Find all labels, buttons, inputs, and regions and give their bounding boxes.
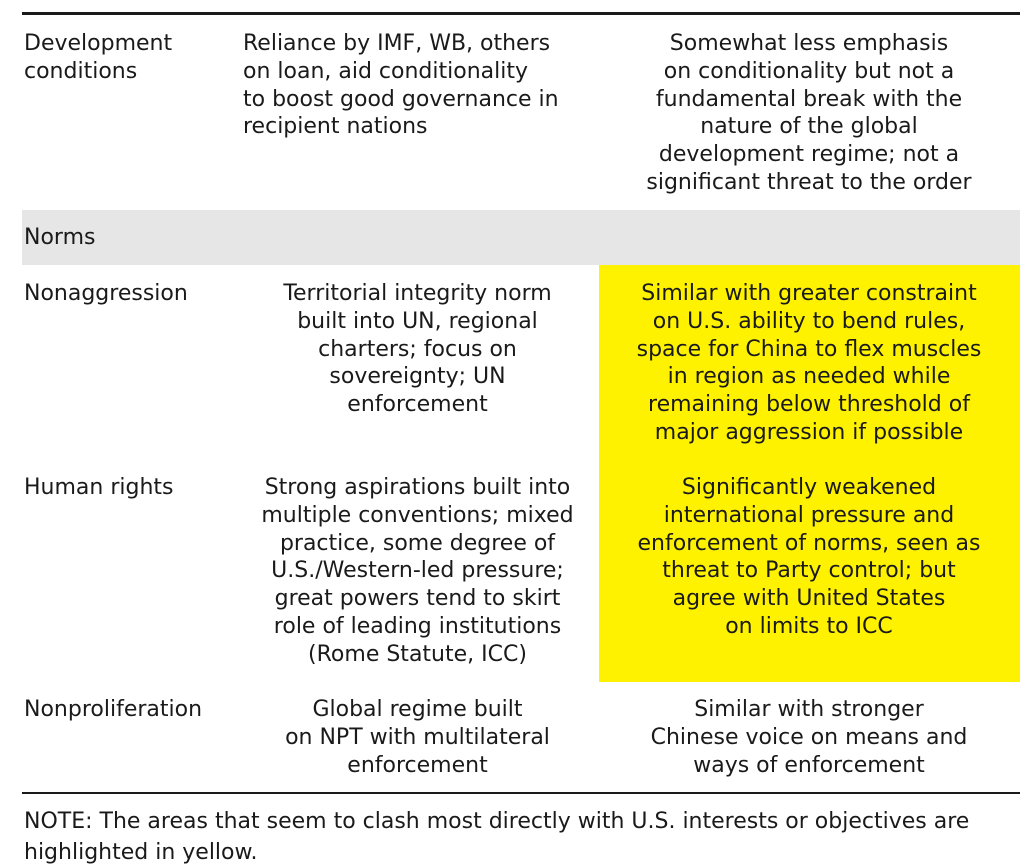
china-view-nonaggression: Similar with greater constraint on U.S. ability to bend rules, space for China to flex muscles in region as needed while remaining below threshold of major aggression if possible [636,281,982,445]
china-view-nonproliferation: Similar with stronger Chinese voice on means and ways of enforcement [650,697,968,778]
norms-section-label: Norms [24,225,96,250]
row-label-nonaggression: Nonaggression [24,281,188,306]
china-view-development: Somewhat less emphasis on conditionality but not a fundamental break with the nature of the global development regime; not a significant threat to the order [646,31,972,195]
table-note: NOTE: The areas that seem to clash most directly with U.S. interests or objectives are highlighted in yellow. [24,809,970,865]
current-order-nonaggression: Territorial integrity norm built into UN, regional charters; focus on sovereignty; UN enforcement [283,281,552,418]
row-label-development: Development conditions [24,31,173,84]
row-label-human-rights: Human rights [24,475,174,500]
norms-section-band [22,210,1020,265]
current-order-development: Reliance by IMF, WB, others on loan, aid conditionality to boost good governance in recipient nations [243,31,559,140]
current-order-nonproliferation: Global regime built on NPT with multilateral enforcement [285,697,550,778]
table-top-rule [22,12,1020,15]
current-order-human-rights: Strong aspirations built into multiple conventions; mixed practice, some degree of U.S./Western-led pressure; great powers tend to skirt role of leading institutions (Rome Statute, ICC) [261,475,574,667]
row-label-nonproliferation: Nonproliferation [24,697,203,722]
table-bottom-rule [22,792,1020,794]
china-view-human-rights: Significantly weakened international pressure and enforcement of norms, seen as threat to Party control; but agree with United States on limits to ICC [637,475,981,639]
